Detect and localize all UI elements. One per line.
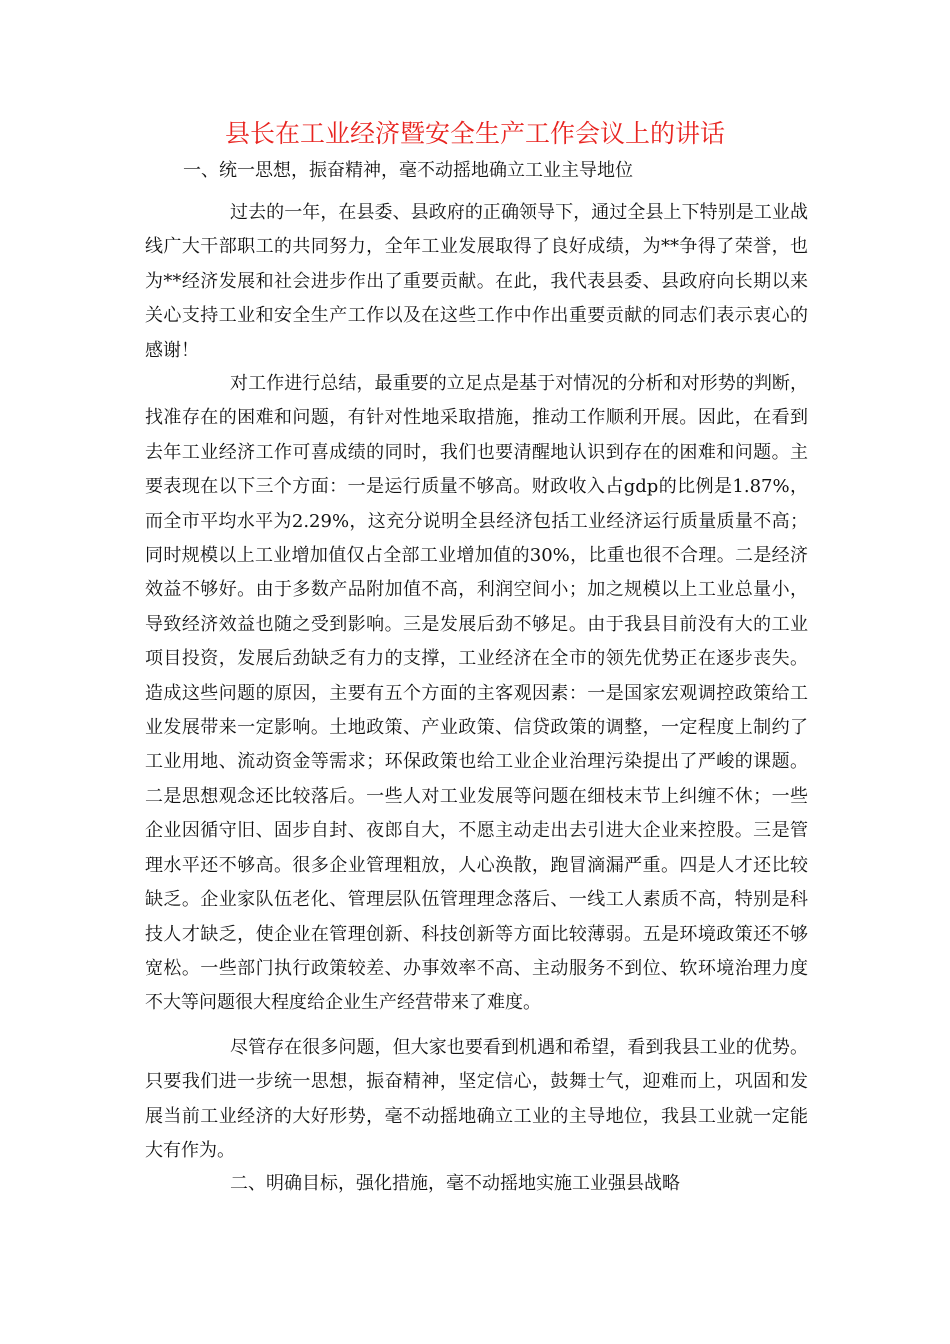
paragraph-1: 过去的一年，在县委、县政府的正确领导下，通过全县上下特别是工业战线广大干部职工的共同努力，全年工业发展取得了良好成绩，为**争得了荣誉，也为**经济发展和社会进步作出了重要贡献。在此，我代表县委、县政府向长期以来关心支持工业和安全生产工作以及在这些工作中作出重要贡献的同志们表示衷心的感谢！: [145, 202, 808, 361]
paragraph-2: 对工作进行总结，最重要的立足点是基于对情况的分析和对形势的判断，找准存在的困难和问题，有针对性地采取措施，推动工作顺利开展。因此，在看到去年工业经济工作可喜成绩的同时，我们也要清醒地认识到存在的困难和问题。主要表现在以下三个方面：一是运行质量不够高。财政收入占gdp的比例是1.87%，而全市平均水平为2.29%，这充分说明全县经济包括工业经济运行质量质量不高；同时规模以上工业增加值仅占全部工业增加值的30%，比重也很不合理。二是经济效益不够好。由于多数产品附加值不高，利润空间小；加之规模以上工业总量小，导致经济效益也随之受到影响。三是发展后劲不够足。由于我县目前没有大的工业项目投资，发展后劲缺乏有力的支撑，工业经济在全市的领先优势正在逐步丧失。造成这些问题的原因，主要有五个方面的主客观因素：一是国家宏观调控政策给工业发展带来一定影响。土地政策、产业政策、信贷政策的调整，一定程度上制约了工业用地、流动资金等需求；环保政策也给工业企业治理污染提出了严峻的课题。二是思想观念还比较落后。一些人对工业发展等问题在细枝末节上纠缠不休；一些企业因循守旧、固步自封、夜郎自大，不愿主动走出去引进大企业来控股。三是管理水平还不够高。很多企业管理粗放，人心涣散，跑冒滴漏严重。四是人才还比较缺乏。企业家队伍老化、管理层队伍管理理念落后、一线工人素质不高，特别是科技人才缺乏，使企业在管理创新、科技创新等方面比较薄弱。五是环境政策还不够宽松。一些部门执行政策较差、办事效率不高、主动服务不到位、软环境治理力度不大等问题很大程度给企业生产经营带来了难度。: [145, 373, 808, 1014]
section-heading-2: 二、明确目标，强化措施，毫不动摇地实施工业强县战略: [230, 1173, 680, 1194]
document-title: 县长在工业经济暨安全生产工作会议上的讲话: [224, 119, 725, 148]
section-heading-1: 一、统一思想，振奋精神，毫不动摇地确立工业主导地位: [183, 160, 633, 181]
paragraph-3: 尽管存在很多问题，但大家也要看到机遇和希望，看到我县工业的优势。只要我们进一步统一思想，振奋精神，坚定信心，鼓舞士气，迎难而上，巩固和发展当前工业经济的大好形势，毫不动摇地确立工业的主导地位，我县工业就一定能大有作为。: [145, 1037, 808, 1162]
